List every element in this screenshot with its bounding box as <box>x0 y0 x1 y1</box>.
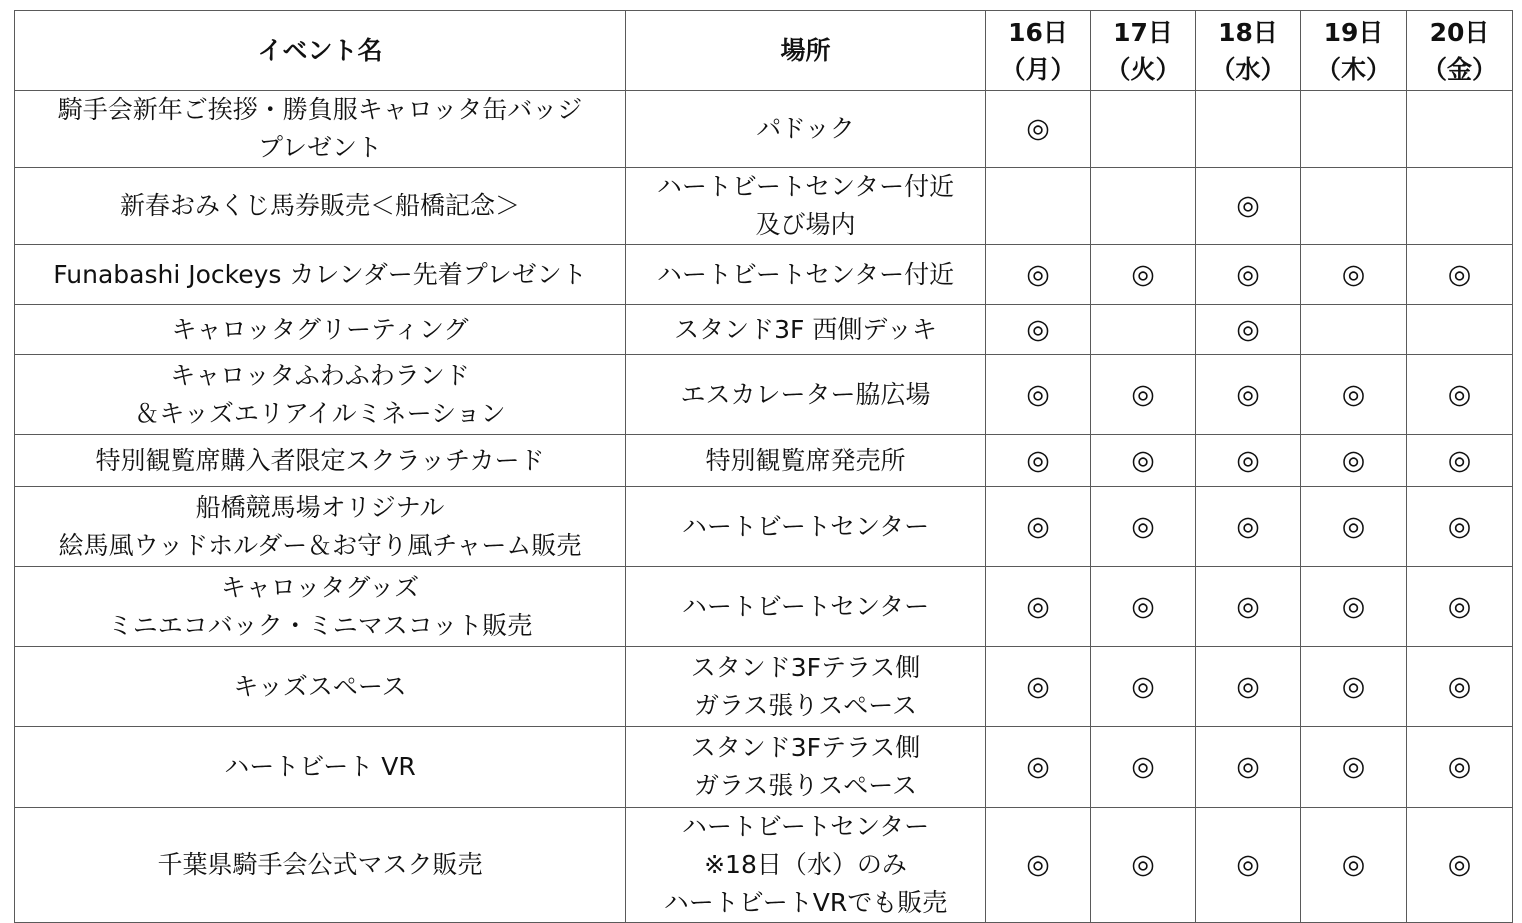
day-mark-cell: ◎ <box>1407 727 1513 808</box>
day-mark-cell <box>1407 168 1513 245</box>
place-line: エスカレーター脇広場 <box>680 379 931 409</box>
day-weekday: （月） <box>1000 54 1076 84</box>
day-mark-cell: ◎ <box>1407 245 1513 305</box>
day-weekday: （火） <box>1105 54 1181 84</box>
day-date: 20日 <box>1429 17 1490 47</box>
day-mark-cell: ◎ <box>1091 567 1196 647</box>
day-mark-cell: ◎ <box>1091 808 1196 923</box>
table-row <box>15 168 1513 245</box>
day-mark-cell: ◎ <box>1301 647 1407 727</box>
table-row <box>15 355 1513 435</box>
day-date: 19日 <box>1323 17 1384 47</box>
event-name-line: キャロッタふわふわランド <box>170 360 470 390</box>
place-line: ハートビートセンター付近 <box>656 172 955 201</box>
place-line: ガラス張りスペース <box>693 690 917 720</box>
place-cell <box>626 567 986 647</box>
day-mark-cell: ◎ <box>986 727 1091 808</box>
event-name-cell <box>15 305 626 355</box>
day-mark-cell: ◎ <box>1091 647 1196 727</box>
day-mark-cell: ◎ <box>986 355 1091 435</box>
place-line: ハートビートセンター <box>681 591 930 621</box>
day-mark-cell: ◎ <box>1407 355 1513 435</box>
table-row <box>15 647 1513 727</box>
day-mark-cell: ◎ <box>986 245 1091 305</box>
day-mark-cell: ◎ <box>1407 435 1513 487</box>
place-cell <box>626 91 986 168</box>
day-mark-cell: ◎ <box>1407 487 1513 567</box>
day-mark-cell <box>1407 305 1513 355</box>
day-mark-cell: ◎ <box>986 808 1091 923</box>
day-mark-cell: ◎ <box>1301 808 1407 923</box>
table-row <box>15 91 1513 168</box>
event-name-line: キッズスペース <box>233 671 407 701</box>
place-line: ハートビートセンター付近 <box>656 259 955 289</box>
place-line: パドック <box>756 114 855 143</box>
event-name-cell <box>15 727 626 808</box>
day-mark-cell: ◎ <box>986 91 1091 168</box>
day-mark-cell: ◎ <box>1091 727 1196 808</box>
place-header: 場所 <box>626 11 986 91</box>
day-mark-cell <box>1301 91 1407 168</box>
event-name-cell <box>15 168 626 245</box>
day-mark-cell: ◎ <box>1091 487 1196 567</box>
day-mark-cell <box>1091 91 1196 168</box>
event-name-line: 絵馬風ウッドホルダー＆お守り風チャーム販売 <box>58 530 582 560</box>
day-mark-cell: ◎ <box>1196 305 1301 355</box>
event-name-cell <box>15 435 626 487</box>
schedule-body <box>15 91 1513 923</box>
table-row <box>15 305 1513 355</box>
day-weekday: （水） <box>1210 54 1286 84</box>
day-mark-cell: ◎ <box>1407 647 1513 727</box>
event-name-line: 特別観覧席購入者限定スクラッチカード <box>95 445 545 475</box>
day-mark-cell <box>1301 168 1407 245</box>
place-cell <box>626 245 986 305</box>
event-name-line: 船橋競馬場オリジナル <box>195 492 445 522</box>
day-mark-cell: ◎ <box>986 487 1091 567</box>
place-cell <box>626 647 986 727</box>
day-mark-cell: ◎ <box>986 435 1091 487</box>
place-cell <box>626 435 986 487</box>
table-row <box>15 567 1513 647</box>
event-name-cell <box>15 245 626 305</box>
place-line: スタンド3F 西側デッキ <box>674 314 937 344</box>
day-mark-cell: ◎ <box>1196 647 1301 727</box>
place-cell <box>626 355 986 435</box>
day-mark-cell: ◎ <box>1301 355 1407 435</box>
day-weekday: （金） <box>1421 54 1497 84</box>
event-name-line: 騎手会新年ご挨拶・勝負服キャロッタ缶バッジ <box>57 95 583 124</box>
day-mark-cell: ◎ <box>1407 808 1513 923</box>
event-name-line: キャロッタグリーティング <box>171 314 469 344</box>
event-name-line: キャロッタグッズ <box>220 572 420 602</box>
day-mark-cell <box>1301 305 1407 355</box>
day-mark-cell: ◎ <box>1196 435 1301 487</box>
table-row <box>15 808 1513 923</box>
day-mark-cell: ◎ <box>1196 808 1301 923</box>
day-mark-cell: ◎ <box>1091 245 1196 305</box>
day-mark-cell: ◎ <box>1091 435 1196 487</box>
table-row <box>15 727 1513 808</box>
day-header <box>1196 11 1301 91</box>
place-cell <box>626 305 986 355</box>
day-mark-cell: ◎ <box>1196 355 1301 435</box>
event-name-line: ミニエコバック・ミニマスコット販売 <box>107 610 533 640</box>
place-line: ハートビートVRでも販売 <box>663 888 948 917</box>
event-name-cell <box>15 487 626 567</box>
event-name-line: ハートビート VR <box>224 752 416 781</box>
event-name-cell <box>15 91 626 168</box>
place-line: スタンド3Fテラス側 <box>690 733 921 762</box>
event-name-line: Funabashi Jockeys カレンダー先着プレゼント <box>53 259 587 289</box>
day-mark-cell <box>1407 91 1513 168</box>
schedule-table-wrapper <box>14 10 1513 923</box>
day-mark-cell: ◎ <box>1301 487 1407 567</box>
day-header <box>1091 11 1196 91</box>
event-name-line: 新春おみくじ馬券販売＜船橋記念＞ <box>119 191 520 220</box>
header-row <box>15 11 1513 91</box>
day-header <box>986 11 1091 91</box>
place-line: ハートビートセンター <box>681 812 930 841</box>
day-mark-cell: ◎ <box>986 647 1091 727</box>
day-weekday: （木） <box>1315 54 1391 84</box>
table-row <box>15 245 1513 305</box>
day-date: 17日 <box>1113 17 1173 47</box>
place-line: 及び場内 <box>755 210 856 239</box>
day-mark-cell: ◎ <box>1196 487 1301 567</box>
day-mark-cell: ◎ <box>986 567 1091 647</box>
place-cell <box>626 487 986 567</box>
event-name-line: ＆キッズエリアイルミネーション <box>134 398 506 428</box>
event-name-cell <box>15 647 626 727</box>
event-name-line: 千葉県騎手会公式マスク販売 <box>157 850 483 879</box>
day-mark-cell: ◎ <box>1301 245 1407 305</box>
place-line: ハートビートセンター <box>681 511 930 541</box>
day-date: 16日 <box>1008 17 1068 47</box>
event-name-cell <box>15 355 626 435</box>
day-mark-cell: ◎ <box>1301 567 1407 647</box>
day-header <box>1407 11 1513 91</box>
place-line: ※18日（水）のみ <box>704 850 907 879</box>
table-row <box>15 487 1513 567</box>
event-name-line: プレゼント <box>257 133 382 162</box>
day-mark-cell: ◎ <box>1301 435 1407 487</box>
day-mark-cell: ◎ <box>1196 168 1301 245</box>
day-mark-cell: ◎ <box>1196 727 1301 808</box>
day-mark-cell: ◎ <box>1196 567 1301 647</box>
day-mark-cell <box>1091 168 1196 245</box>
event-name-cell <box>15 567 626 647</box>
place-line: 特別観覧席発売所 <box>705 445 906 475</box>
place-cell <box>626 168 986 245</box>
day-mark-cell <box>1091 305 1196 355</box>
place-cell <box>626 808 986 923</box>
day-mark-cell: ◎ <box>1407 567 1513 647</box>
day-mark-cell: ◎ <box>1301 727 1407 808</box>
day-mark-cell: ◎ <box>1196 245 1301 305</box>
table-row <box>15 435 1513 487</box>
event-name-cell <box>15 808 626 923</box>
place-line: スタンド3Fテラス側 <box>690 652 921 682</box>
place-cell <box>626 727 986 808</box>
event-name-header: イベント名 <box>15 11 626 91</box>
day-mark-cell: ◎ <box>1091 355 1196 435</box>
day-header <box>1301 11 1407 91</box>
day-mark-cell: ◎ <box>986 305 1091 355</box>
place-line: ガラス張りスペース <box>693 771 917 800</box>
event-schedule-table <box>14 10 1513 923</box>
day-date: 18日 <box>1218 17 1278 47</box>
day-mark-cell <box>1196 91 1301 168</box>
day-mark-cell <box>986 168 1091 245</box>
